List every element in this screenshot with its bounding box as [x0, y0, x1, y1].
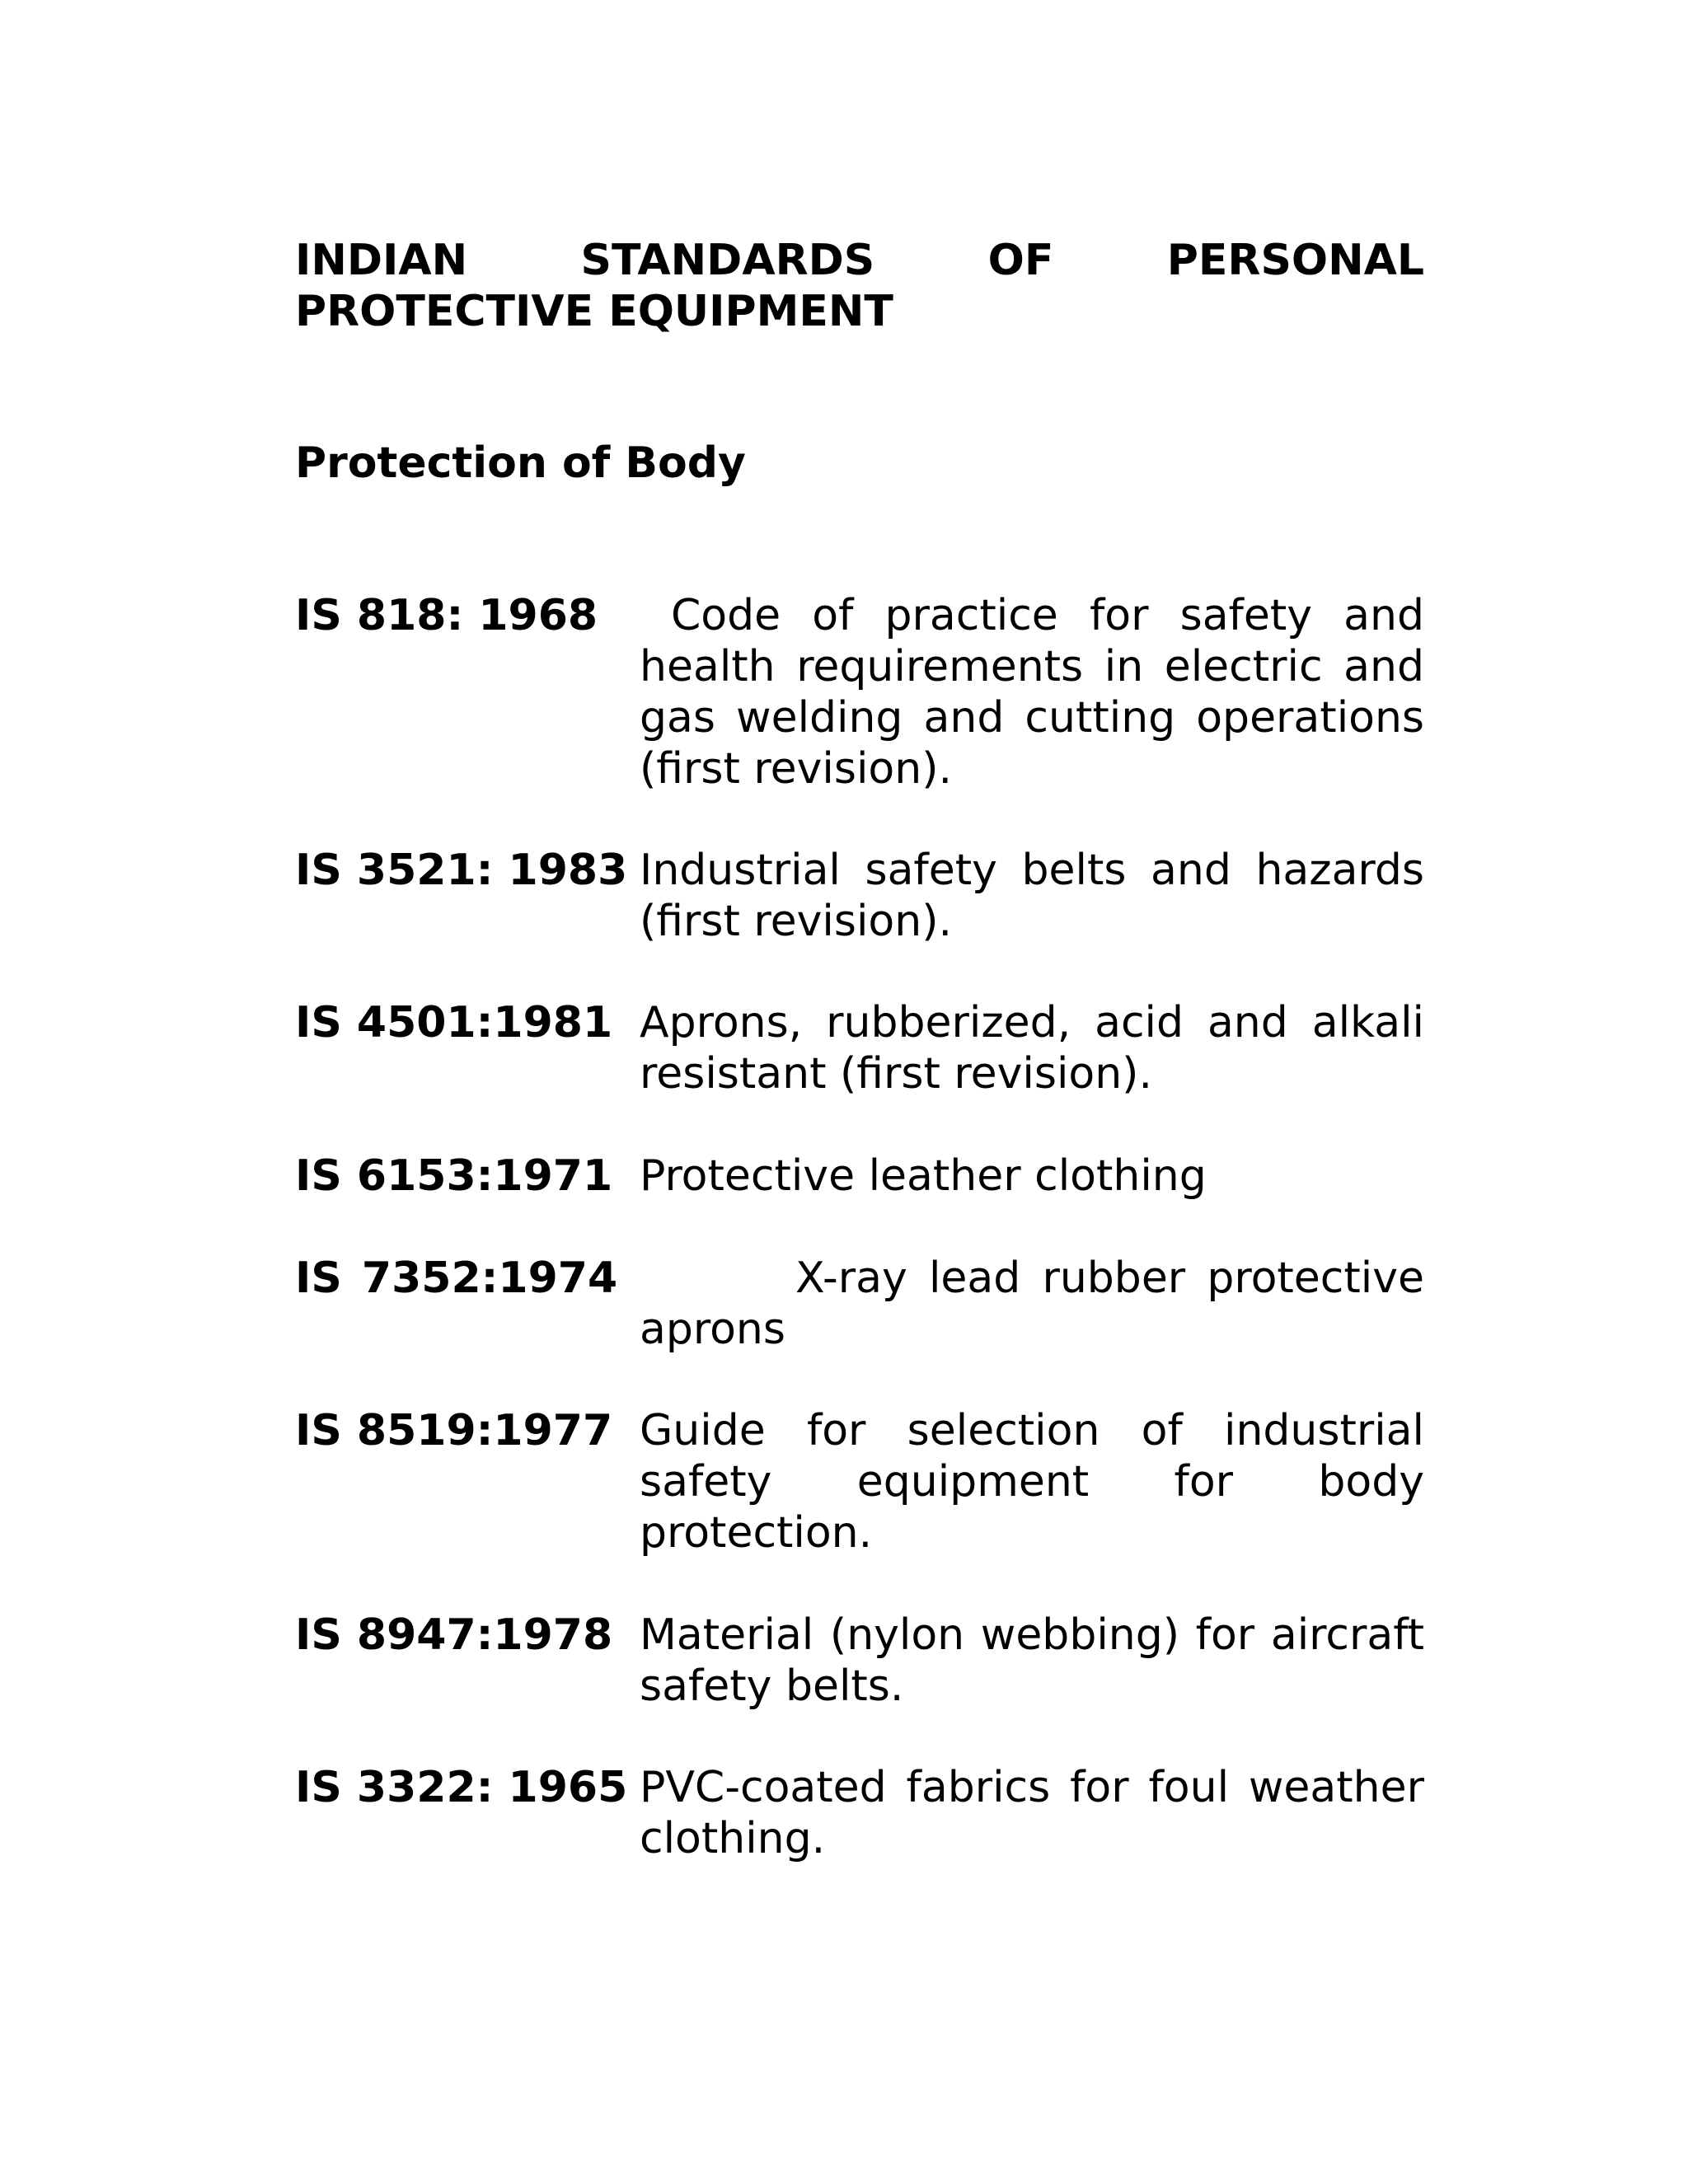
- standard-code: IS 4501:1981: [295, 998, 613, 1047]
- standard-code: IS 7352:1974: [295, 1254, 618, 1303]
- standard-description: Code of practice for safety and health requirements in electric and gas welding and cutting operations (first revision).: [640, 591, 1424, 794]
- title-line-2: PROTECTIVE EQUIPMENT: [295, 287, 893, 336]
- standard-code: IS 3322: 1965: [295, 1763, 628, 1812]
- standard-description: Protective leather clothing: [640, 1151, 1207, 1201]
- document-title: [295, 235, 1424, 337]
- standard-description: Material (nylon webbing) for aircraft safety belts.: [640, 1610, 1424, 1711]
- standard-description: PVC-coated fabrics for foul weather clothing.: [640, 1763, 1424, 1863]
- standard-description: X-ray lead rubber protective aprons: [640, 1254, 1424, 1354]
- section-heading: Protection of Body: [295, 438, 746, 488]
- standard-code: IS 6153:1971: [295, 1151, 613, 1201]
- standard-description: Aprons, rubberized, acid and alkali resistant (first revision).: [640, 998, 1424, 1099]
- standard-code: IS 8947:1978: [295, 1610, 613, 1660]
- title-line-1: INDIAN STANDARDS OF PERSONAL: [295, 236, 1424, 285]
- standard-code: IS 3521: 1983: [295, 846, 628, 895]
- standard-code: IS 818: 1968: [295, 591, 598, 640]
- standard-description: Guide for selection of industrial safety equipment for body protection.: [640, 1406, 1424, 1558]
- standard-code: IS 8519:1977: [295, 1406, 613, 1455]
- standard-description: Industrial safety belts and hazards (first revision).: [640, 846, 1424, 946]
